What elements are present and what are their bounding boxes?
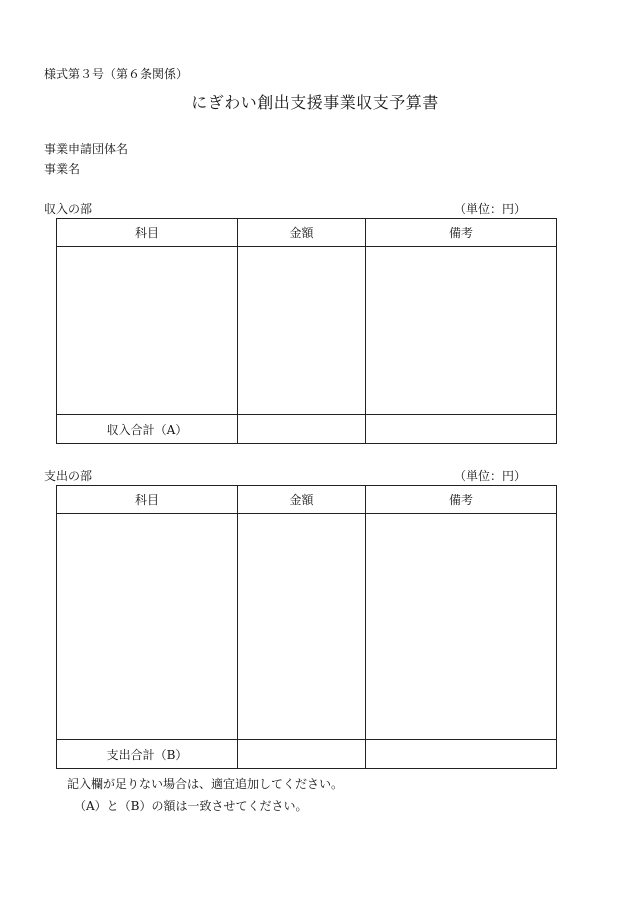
project-name-label: 事業名 xyxy=(44,162,81,176)
income-remarks-header: 備考 xyxy=(366,219,557,247)
expense-header-row xyxy=(57,486,557,514)
organization-name-label: 事業申請団体名 xyxy=(44,142,129,156)
income-total-row xyxy=(57,415,557,444)
income-section-label: 収入の部 xyxy=(44,202,93,216)
expense-remarks-cell[interactable] xyxy=(366,514,557,740)
income-subject-header: 科目 xyxy=(57,219,238,247)
income-total-remarks-cell[interactable] xyxy=(366,415,557,444)
income-unit-label: （単位：円） xyxy=(453,202,526,216)
expense-total-remarks-cell[interactable] xyxy=(366,740,557,769)
note-add-rows: 記入欄が足りない場合は、適宜追加してください。 xyxy=(67,777,344,791)
income-table xyxy=(56,218,557,444)
expense-remarks-header: 備考 xyxy=(366,486,557,514)
expense-subject-cell[interactable] xyxy=(57,514,238,740)
form-number: 様式第３号（第６条関係） xyxy=(44,67,189,81)
expense-total-label: 支出合計（B） xyxy=(57,740,238,769)
expense-subject-header: 科目 xyxy=(57,486,238,514)
income-entry-row xyxy=(57,247,557,415)
income-remarks-cell[interactable] xyxy=(366,247,557,415)
income-amount-cell[interactable] xyxy=(238,247,366,415)
expense-total-amount-cell[interactable] xyxy=(238,740,366,769)
expense-section-label: 支出の部 xyxy=(44,469,93,483)
note-match-totals: （A）と（B）の額は一致させてください。 xyxy=(74,799,308,813)
document-title: にぎわい創出支援事業収支予算書 xyxy=(191,93,439,112)
expense-amount-cell[interactable] xyxy=(238,514,366,740)
expense-table xyxy=(56,485,557,769)
income-total-amount-cell[interactable] xyxy=(238,415,366,444)
expense-unit-label: （単位：円） xyxy=(453,469,526,483)
expense-entry-row xyxy=(57,514,557,740)
income-total-label: 収入合計（A） xyxy=(57,415,238,444)
expense-amount-header: 金額 xyxy=(238,486,366,514)
income-amount-header: 金額 xyxy=(238,219,366,247)
income-subject-cell[interactable] xyxy=(57,247,238,415)
income-header-row xyxy=(57,219,557,247)
expense-total-row xyxy=(57,740,557,769)
